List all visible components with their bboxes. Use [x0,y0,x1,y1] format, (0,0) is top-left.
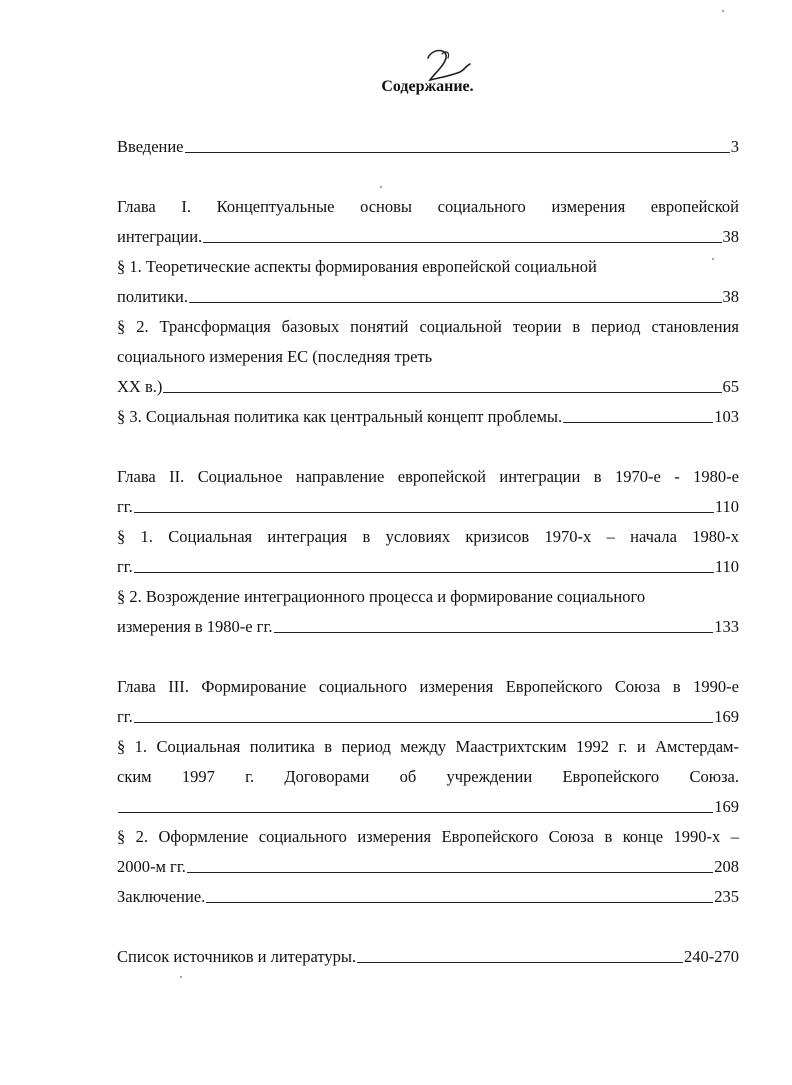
toc-chapter-3-section-2-end: 2000-м гг. 208 [117,857,739,876]
toc-chapter-1-section-3: § 3. Социальная политика как центральный концепт проблемы. 103 [117,407,739,426]
toc-chapter-2-title: Глава II. Социальное направление европейской интеграции в 1970-е - 1980-е [117,467,739,486]
toc-chapter-1-section-2-end: XX в.) 65 [117,377,739,396]
scan-speck [722,10,724,12]
toc-chapter-3-section-1-end: 169 [117,796,739,818]
scan-speck [712,258,714,260]
toc-chapter-2-section-2: § 2. Возрождение интеграционного процесса и формирование социального [117,587,646,606]
toc-chapter-2-section-2-end: измерения в 1980-е гг. 133 [117,617,739,636]
page-title: Содержание. [381,78,474,95]
toc-chapter-3-title: Глава III. Формирование социального измерения Европейского Союза в 1990-е [117,677,739,696]
toc-chapter-2-section-1: § 1. Социальная интеграция в условиях кризисов 1970-х – начала 1980-х [117,527,739,546]
toc-chapter-3-title-end: гг. 169 [117,707,739,726]
toc-chapter-3-section-2: § 2. Оформление социального измерения Европейского Союза в конце 1990-х – [117,827,739,846]
toc-chapter-3-section-1: § 1. Социальная политика в период между Маастрихтским 1992 г. и Амстердам- [117,737,739,756]
toc-entry-sources: Список источников и литературы. 240-270 [117,947,739,966]
toc-chapter-1-title-end: интеграции. 38 [117,227,739,246]
toc-chapter-1-title: Глава I. Концептуальные основы социального измерения европейской [117,197,739,216]
scan-speck [180,976,182,978]
toc-chapter-1-section-1: § 1. Теоретические аспекты формирования европейской социальной [117,257,597,276]
toc-entry-intro: Введение 3 [117,137,739,156]
toc-chapter-1-section-2: § 2. Трансформация базовых понятий социальной теории в период становления [117,317,739,336]
toc-chapter-2-section-1-end: гг. 110 [117,557,739,576]
toc-chapter-3-section-1-cont: ским 1997 г. Договорами об учреждении Европейского Союза. [117,767,739,786]
toc-entry-conclusion: Заключение. 235 [117,887,739,906]
toc-chapter-1-section-1-end: политики. 38 [117,287,739,306]
toc-chapter-1-section-2-cont: социального измерения ЕС (последняя треть [117,347,433,366]
toc-chapter-2-title-end: гг. 110 [117,497,739,516]
scan-speck [380,186,382,188]
